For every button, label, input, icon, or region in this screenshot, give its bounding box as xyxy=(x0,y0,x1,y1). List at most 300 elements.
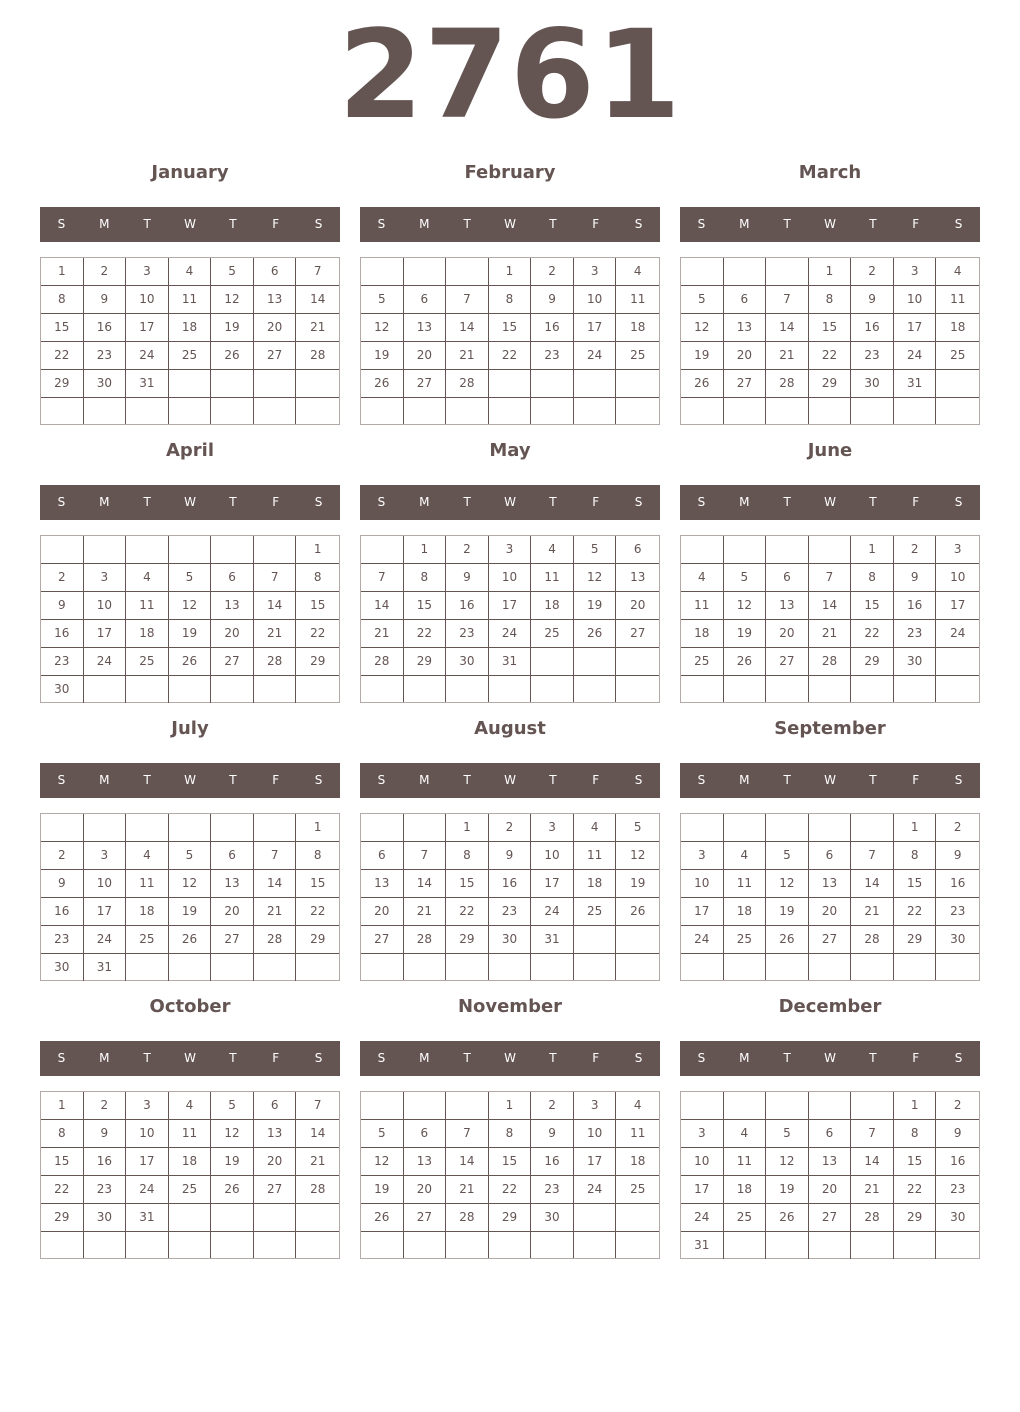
day-cell[interactable]: 22 xyxy=(446,898,489,926)
day-cell[interactable]: 4 xyxy=(936,258,979,286)
day-cell[interactable]: 31 xyxy=(894,370,937,398)
day-cell[interactable]: 18 xyxy=(616,314,659,342)
day-cell[interactable]: 5 xyxy=(211,258,254,286)
day-cell[interactable]: 29 xyxy=(446,926,489,954)
day-cell[interactable]: 12 xyxy=(766,870,809,898)
day-cell[interactable]: 15 xyxy=(41,1148,84,1176)
day-cell[interactable]: 10 xyxy=(894,286,937,314)
day-cell[interactable]: 7 xyxy=(809,564,852,592)
day-cell[interactable]: 22 xyxy=(41,1176,84,1204)
day-cell[interactable]: 31 xyxy=(681,1232,724,1259)
day-cell[interactable]: 12 xyxy=(766,1148,809,1176)
day-cell[interactable]: 9 xyxy=(894,564,937,592)
day-cell[interactable]: 12 xyxy=(616,842,659,870)
day-cell[interactable]: 13 xyxy=(724,314,767,342)
day-cell[interactable]: 15 xyxy=(296,592,339,620)
day-cell[interactable]: 20 xyxy=(211,620,254,648)
day-cell[interactable]: 27 xyxy=(361,926,404,954)
day-cell[interactable]: 26 xyxy=(211,1176,254,1204)
day-cell[interactable]: 16 xyxy=(446,592,489,620)
day-cell[interactable]: 31 xyxy=(126,1204,169,1232)
day-cell[interactable]: 23 xyxy=(851,342,894,370)
day-cell[interactable]: 26 xyxy=(766,926,809,954)
day-cell[interactable]: 19 xyxy=(766,898,809,926)
day-cell[interactable]: 6 xyxy=(361,842,404,870)
day-cell[interactable]: 10 xyxy=(126,1120,169,1148)
day-cell[interactable]: 15 xyxy=(296,870,339,898)
day-cell[interactable]: 30 xyxy=(84,1204,127,1232)
day-cell[interactable]: 11 xyxy=(169,286,212,314)
day-cell[interactable]: 27 xyxy=(404,370,447,398)
day-cell[interactable]: 28 xyxy=(446,1204,489,1232)
day-cell[interactable]: 7 xyxy=(446,286,489,314)
day-cell[interactable]: 29 xyxy=(404,648,447,676)
day-cell[interactable]: 7 xyxy=(404,842,447,870)
day-cell[interactable]: 8 xyxy=(41,1120,84,1148)
day-cell[interactable]: 30 xyxy=(446,648,489,676)
day-cell[interactable]: 6 xyxy=(809,842,852,870)
day-cell[interactable]: 13 xyxy=(616,564,659,592)
day-cell[interactable]: 28 xyxy=(851,1204,894,1232)
day-cell[interactable]: 23 xyxy=(446,620,489,648)
day-cell[interactable]: 8 xyxy=(894,842,937,870)
day-cell[interactable]: 19 xyxy=(169,898,212,926)
day-cell[interactable]: 18 xyxy=(616,1148,659,1176)
day-cell[interactable]: 4 xyxy=(169,1092,212,1120)
day-cell[interactable]: 22 xyxy=(489,1176,532,1204)
day-cell[interactable]: 8 xyxy=(296,564,339,592)
day-cell[interactable]: 11 xyxy=(724,1148,767,1176)
day-cell[interactable]: 4 xyxy=(126,842,169,870)
day-cell[interactable]: 17 xyxy=(574,1148,617,1176)
day-cell[interactable]: 14 xyxy=(254,592,297,620)
day-cell[interactable]: 5 xyxy=(211,1092,254,1120)
day-cell[interactable]: 14 xyxy=(404,870,447,898)
day-cell[interactable]: 10 xyxy=(84,870,127,898)
day-cell[interactable]: 2 xyxy=(531,258,574,286)
day-cell[interactable]: 21 xyxy=(254,898,297,926)
day-cell[interactable]: 24 xyxy=(126,342,169,370)
day-cell[interactable]: 26 xyxy=(211,342,254,370)
day-cell[interactable]: 5 xyxy=(361,1120,404,1148)
day-cell[interactable]: 14 xyxy=(361,592,404,620)
day-cell[interactable]: 8 xyxy=(809,286,852,314)
day-cell[interactable]: 22 xyxy=(809,342,852,370)
day-cell[interactable]: 15 xyxy=(446,870,489,898)
day-cell[interactable]: 2 xyxy=(489,814,532,842)
day-cell[interactable]: 7 xyxy=(851,1120,894,1148)
day-cell[interactable]: 6 xyxy=(616,536,659,564)
day-cell[interactable]: 16 xyxy=(84,1148,127,1176)
day-cell[interactable]: 21 xyxy=(254,620,297,648)
day-cell[interactable]: 23 xyxy=(41,926,84,954)
day-cell[interactable]: 3 xyxy=(126,1092,169,1120)
day-cell[interactable]: 7 xyxy=(296,1092,339,1120)
day-cell[interactable]: 29 xyxy=(809,370,852,398)
day-cell[interactable]: 21 xyxy=(851,1176,894,1204)
day-cell[interactable]: 15 xyxy=(894,870,937,898)
day-cell[interactable]: 24 xyxy=(489,620,532,648)
day-cell[interactable]: 27 xyxy=(211,648,254,676)
day-cell[interactable]: 18 xyxy=(126,898,169,926)
day-cell[interactable]: 15 xyxy=(851,592,894,620)
day-cell[interactable]: 13 xyxy=(809,1148,852,1176)
day-cell[interactable]: 21 xyxy=(851,898,894,926)
day-cell[interactable]: 6 xyxy=(211,842,254,870)
day-cell[interactable]: 14 xyxy=(446,314,489,342)
day-cell[interactable]: 22 xyxy=(296,620,339,648)
day-cell[interactable]: 10 xyxy=(84,592,127,620)
day-cell[interactable]: 11 xyxy=(724,870,767,898)
day-cell[interactable]: 14 xyxy=(296,286,339,314)
day-cell[interactable]: 9 xyxy=(936,1120,979,1148)
day-cell[interactable]: 17 xyxy=(894,314,937,342)
day-cell[interactable]: 16 xyxy=(531,314,574,342)
day-cell[interactable]: 11 xyxy=(616,1120,659,1148)
day-cell[interactable]: 13 xyxy=(211,592,254,620)
day-cell[interactable]: 1 xyxy=(41,258,84,286)
day-cell[interactable]: 8 xyxy=(296,842,339,870)
day-cell[interactable]: 21 xyxy=(296,314,339,342)
day-cell[interactable]: 27 xyxy=(211,926,254,954)
day-cell[interactable]: 11 xyxy=(126,592,169,620)
day-cell[interactable]: 12 xyxy=(724,592,767,620)
day-cell[interactable]: 6 xyxy=(724,286,767,314)
day-cell[interactable]: 14 xyxy=(851,1148,894,1176)
day-cell[interactable]: 9 xyxy=(851,286,894,314)
day-cell[interactable]: 25 xyxy=(724,926,767,954)
day-cell[interactable]: 2 xyxy=(936,814,979,842)
day-cell[interactable]: 1 xyxy=(41,1092,84,1120)
day-cell[interactable]: 5 xyxy=(574,536,617,564)
day-cell[interactable]: 31 xyxy=(531,926,574,954)
day-cell[interactable]: 18 xyxy=(681,620,724,648)
day-cell[interactable]: 9 xyxy=(84,286,127,314)
day-cell[interactable]: 4 xyxy=(616,1092,659,1120)
day-cell[interactable]: 24 xyxy=(681,926,724,954)
day-cell[interactable]: 11 xyxy=(531,564,574,592)
day-cell[interactable]: 8 xyxy=(446,842,489,870)
day-cell[interactable]: 29 xyxy=(41,370,84,398)
day-cell[interactable]: 7 xyxy=(296,258,339,286)
day-cell[interactable]: 18 xyxy=(169,1148,212,1176)
day-cell[interactable]: 7 xyxy=(254,564,297,592)
day-cell[interactable]: 4 xyxy=(724,842,767,870)
day-cell[interactable]: 15 xyxy=(489,314,532,342)
day-cell[interactable]: 5 xyxy=(766,1120,809,1148)
day-cell[interactable]: 7 xyxy=(254,842,297,870)
day-cell[interactable]: 21 xyxy=(296,1148,339,1176)
day-cell[interactable]: 14 xyxy=(766,314,809,342)
day-cell[interactable]: 1 xyxy=(489,1092,532,1120)
day-cell[interactable]: 2 xyxy=(446,536,489,564)
day-cell[interactable]: 1 xyxy=(404,536,447,564)
day-cell[interactable]: 14 xyxy=(446,1148,489,1176)
day-cell[interactable]: 10 xyxy=(936,564,979,592)
day-cell[interactable]: 13 xyxy=(211,870,254,898)
day-cell[interactable]: 9 xyxy=(41,592,84,620)
day-cell[interactable]: 6 xyxy=(254,1092,297,1120)
day-cell[interactable]: 17 xyxy=(574,314,617,342)
day-cell[interactable]: 19 xyxy=(681,342,724,370)
day-cell[interactable]: 19 xyxy=(616,870,659,898)
day-cell[interactable]: 30 xyxy=(41,676,84,703)
day-cell[interactable]: 22 xyxy=(894,1176,937,1204)
day-cell[interactable]: 13 xyxy=(766,592,809,620)
day-cell[interactable]: 30 xyxy=(41,954,84,981)
day-cell[interactable]: 20 xyxy=(766,620,809,648)
day-cell[interactable]: 7 xyxy=(766,286,809,314)
day-cell[interactable]: 25 xyxy=(531,620,574,648)
day-cell[interactable]: 28 xyxy=(254,926,297,954)
day-cell[interactable]: 5 xyxy=(169,842,212,870)
day-cell[interactable]: 31 xyxy=(126,370,169,398)
day-cell[interactable]: 24 xyxy=(126,1176,169,1204)
day-cell[interactable]: 26 xyxy=(574,620,617,648)
day-cell[interactable]: 2 xyxy=(41,564,84,592)
day-cell[interactable]: 11 xyxy=(126,870,169,898)
day-cell[interactable]: 3 xyxy=(574,258,617,286)
day-cell[interactable]: 5 xyxy=(681,286,724,314)
day-cell[interactable]: 1 xyxy=(851,536,894,564)
day-cell[interactable]: 13 xyxy=(404,314,447,342)
day-cell[interactable]: 11 xyxy=(681,592,724,620)
day-cell[interactable]: 3 xyxy=(936,536,979,564)
day-cell[interactable]: 23 xyxy=(41,648,84,676)
day-cell[interactable]: 5 xyxy=(361,286,404,314)
day-cell[interactable]: 3 xyxy=(894,258,937,286)
day-cell[interactable]: 28 xyxy=(404,926,447,954)
day-cell[interactable]: 16 xyxy=(84,314,127,342)
day-cell[interactable]: 19 xyxy=(724,620,767,648)
day-cell[interactable]: 6 xyxy=(211,564,254,592)
day-cell[interactable]: 11 xyxy=(574,842,617,870)
day-cell[interactable]: 16 xyxy=(936,870,979,898)
day-cell[interactable]: 25 xyxy=(936,342,979,370)
day-cell[interactable]: 24 xyxy=(574,1176,617,1204)
day-cell[interactable]: 17 xyxy=(126,1148,169,1176)
day-cell[interactable]: 28 xyxy=(296,342,339,370)
day-cell[interactable]: 15 xyxy=(894,1148,937,1176)
day-cell[interactable]: 7 xyxy=(851,842,894,870)
day-cell[interactable]: 29 xyxy=(296,648,339,676)
day-cell[interactable]: 1 xyxy=(446,814,489,842)
day-cell[interactable]: 3 xyxy=(681,842,724,870)
day-cell[interactable]: 16 xyxy=(41,620,84,648)
day-cell[interactable]: 26 xyxy=(616,898,659,926)
day-cell[interactable]: 4 xyxy=(531,536,574,564)
day-cell[interactable]: 20 xyxy=(211,898,254,926)
day-cell[interactable]: 13 xyxy=(361,870,404,898)
day-cell[interactable]: 9 xyxy=(531,286,574,314)
day-cell[interactable]: 6 xyxy=(254,258,297,286)
day-cell[interactable]: 30 xyxy=(851,370,894,398)
day-cell[interactable]: 2 xyxy=(894,536,937,564)
day-cell[interactable]: 16 xyxy=(41,898,84,926)
day-cell[interactable]: 18 xyxy=(936,314,979,342)
day-cell[interactable]: 8 xyxy=(41,286,84,314)
day-cell[interactable]: 22 xyxy=(489,342,532,370)
day-cell[interactable]: 14 xyxy=(254,870,297,898)
day-cell[interactable]: 28 xyxy=(296,1176,339,1204)
day-cell[interactable]: 25 xyxy=(126,648,169,676)
day-cell[interactable]: 28 xyxy=(766,370,809,398)
day-cell[interactable]: 14 xyxy=(296,1120,339,1148)
day-cell[interactable]: 17 xyxy=(681,1176,724,1204)
day-cell[interactable]: 25 xyxy=(681,648,724,676)
day-cell[interactable]: 1 xyxy=(296,814,339,842)
day-cell[interactable]: 6 xyxy=(766,564,809,592)
day-cell[interactable]: 3 xyxy=(489,536,532,564)
day-cell[interactable]: 6 xyxy=(809,1120,852,1148)
day-cell[interactable]: 22 xyxy=(41,342,84,370)
day-cell[interactable]: 23 xyxy=(531,1176,574,1204)
day-cell[interactable]: 19 xyxy=(766,1176,809,1204)
day-cell[interactable]: 27 xyxy=(766,648,809,676)
day-cell[interactable]: 20 xyxy=(361,898,404,926)
day-cell[interactable]: 4 xyxy=(681,564,724,592)
day-cell[interactable]: 27 xyxy=(254,1176,297,1204)
day-cell[interactable]: 20 xyxy=(616,592,659,620)
day-cell[interactable]: 23 xyxy=(894,620,937,648)
day-cell[interactable]: 18 xyxy=(126,620,169,648)
day-cell[interactable]: 2 xyxy=(84,1092,127,1120)
day-cell[interactable]: 19 xyxy=(361,342,404,370)
day-cell[interactable]: 21 xyxy=(361,620,404,648)
day-cell[interactable]: 27 xyxy=(616,620,659,648)
day-cell[interactable]: 9 xyxy=(489,842,532,870)
day-cell[interactable]: 9 xyxy=(446,564,489,592)
day-cell[interactable]: 13 xyxy=(809,870,852,898)
day-cell[interactable]: 4 xyxy=(169,258,212,286)
day-cell[interactable]: 10 xyxy=(531,842,574,870)
day-cell[interactable]: 4 xyxy=(616,258,659,286)
day-cell[interactable]: 17 xyxy=(936,592,979,620)
day-cell[interactable]: 17 xyxy=(126,314,169,342)
day-cell[interactable]: 23 xyxy=(84,342,127,370)
day-cell[interactable]: 28 xyxy=(361,648,404,676)
day-cell[interactable]: 3 xyxy=(574,1092,617,1120)
day-cell[interactable]: 10 xyxy=(126,286,169,314)
day-cell[interactable]: 30 xyxy=(84,370,127,398)
day-cell[interactable]: 25 xyxy=(724,1204,767,1232)
day-cell[interactable]: 27 xyxy=(254,342,297,370)
day-cell[interactable]: 27 xyxy=(404,1204,447,1232)
day-cell[interactable]: 2 xyxy=(84,258,127,286)
day-cell[interactable]: 18 xyxy=(724,1176,767,1204)
day-cell[interactable]: 26 xyxy=(681,370,724,398)
day-cell[interactable]: 16 xyxy=(489,870,532,898)
day-cell[interactable]: 19 xyxy=(361,1176,404,1204)
day-cell[interactable]: 22 xyxy=(851,620,894,648)
day-cell[interactable]: 1 xyxy=(894,1092,937,1120)
day-cell[interactable]: 27 xyxy=(809,1204,852,1232)
day-cell[interactable]: 24 xyxy=(936,620,979,648)
day-cell[interactable]: 26 xyxy=(169,648,212,676)
day-cell[interactable]: 22 xyxy=(296,898,339,926)
day-cell[interactable]: 12 xyxy=(574,564,617,592)
day-cell[interactable]: 16 xyxy=(531,1148,574,1176)
day-cell[interactable]: 19 xyxy=(211,1148,254,1176)
day-cell[interactable]: 12 xyxy=(211,286,254,314)
day-cell[interactable]: 5 xyxy=(169,564,212,592)
day-cell[interactable]: 2 xyxy=(41,842,84,870)
day-cell[interactable]: 12 xyxy=(169,870,212,898)
day-cell[interactable]: 12 xyxy=(361,314,404,342)
day-cell[interactable]: 11 xyxy=(616,286,659,314)
day-cell[interactable]: 15 xyxy=(41,314,84,342)
day-cell[interactable]: 13 xyxy=(254,1120,297,1148)
day-cell[interactable]: 12 xyxy=(361,1148,404,1176)
day-cell[interactable]: 12 xyxy=(169,592,212,620)
day-cell[interactable]: 23 xyxy=(936,898,979,926)
day-cell[interactable]: 9 xyxy=(84,1120,127,1148)
day-cell[interactable]: 7 xyxy=(361,564,404,592)
day-cell[interactable]: 20 xyxy=(724,342,767,370)
day-cell[interactable]: 24 xyxy=(84,926,127,954)
day-cell[interactable]: 12 xyxy=(211,1120,254,1148)
day-cell[interactable]: 3 xyxy=(84,842,127,870)
day-cell[interactable]: 28 xyxy=(851,926,894,954)
day-cell[interactable]: 30 xyxy=(531,1204,574,1232)
day-cell[interactable]: 2 xyxy=(936,1092,979,1120)
day-cell[interactable]: 26 xyxy=(361,370,404,398)
day-cell[interactable]: 1 xyxy=(296,536,339,564)
day-cell[interactable]: 10 xyxy=(681,870,724,898)
day-cell[interactable]: 3 xyxy=(531,814,574,842)
day-cell[interactable]: 18 xyxy=(574,870,617,898)
day-cell[interactable]: 6 xyxy=(404,1120,447,1148)
day-cell[interactable]: 17 xyxy=(489,592,532,620)
day-cell[interactable]: 20 xyxy=(254,1148,297,1176)
day-cell[interactable]: 11 xyxy=(169,1120,212,1148)
day-cell[interactable]: 13 xyxy=(254,286,297,314)
day-cell[interactable]: 12 xyxy=(681,314,724,342)
day-cell[interactable]: 4 xyxy=(724,1120,767,1148)
day-cell[interactable]: 3 xyxy=(681,1120,724,1148)
day-cell[interactable]: 10 xyxy=(489,564,532,592)
day-cell[interactable]: 4 xyxy=(126,564,169,592)
day-cell[interactable]: 16 xyxy=(936,1148,979,1176)
day-cell[interactable]: 30 xyxy=(936,1204,979,1232)
day-cell[interactable]: 25 xyxy=(574,898,617,926)
day-cell[interactable]: 20 xyxy=(809,1176,852,1204)
day-cell[interactable]: 9 xyxy=(531,1120,574,1148)
day-cell[interactable]: 20 xyxy=(254,314,297,342)
day-cell[interactable]: 5 xyxy=(616,814,659,842)
day-cell[interactable]: 17 xyxy=(84,898,127,926)
day-cell[interactable]: 19 xyxy=(574,592,617,620)
day-cell[interactable]: 25 xyxy=(616,342,659,370)
day-cell[interactable]: 19 xyxy=(169,620,212,648)
day-cell[interactable]: 20 xyxy=(404,342,447,370)
day-cell[interactable]: 10 xyxy=(574,1120,617,1148)
day-cell[interactable]: 27 xyxy=(724,370,767,398)
day-cell[interactable]: 7 xyxy=(446,1120,489,1148)
day-cell[interactable]: 1 xyxy=(809,258,852,286)
day-cell[interactable]: 24 xyxy=(84,648,127,676)
day-cell[interactable]: 23 xyxy=(489,898,532,926)
day-cell[interactable]: 18 xyxy=(169,314,212,342)
day-cell[interactable]: 1 xyxy=(894,814,937,842)
day-cell[interactable]: 8 xyxy=(489,286,532,314)
day-cell[interactable]: 28 xyxy=(446,370,489,398)
day-cell[interactable]: 3 xyxy=(84,564,127,592)
day-cell[interactable]: 25 xyxy=(616,1176,659,1204)
day-cell[interactable]: 8 xyxy=(489,1120,532,1148)
day-cell[interactable]: 23 xyxy=(531,342,574,370)
day-cell[interactable]: 15 xyxy=(489,1148,532,1176)
